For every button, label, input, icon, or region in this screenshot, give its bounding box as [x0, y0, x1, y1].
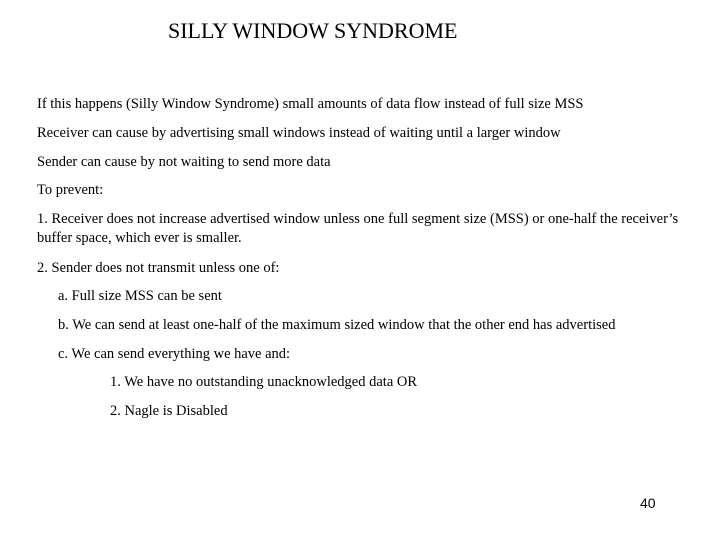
- sender-cause-line: Sender can cause by not waiting to send more data: [37, 154, 331, 170]
- to-prevent-heading: To prevent:: [37, 182, 104, 198]
- rule-2-option-b: b. We can send at least one-half of the maximum sized window that the other end has advertised: [58, 317, 616, 333]
- prevention-rule-1: 1. Receiver does not increase advertised window unless one full segment size (MSS) or one-half the receiver’s buffer space, which ever is smaller.: [37, 211, 679, 246]
- slide-title: SILLY WINDOW SYNDROME: [168, 18, 458, 43]
- rule-2c-condition-1: 1. We have no outstanding unacknowledged data OR: [110, 374, 418, 390]
- rule-2-option-a: a. Full size MSS can be sent: [58, 288, 222, 304]
- prevention-rule-2: 2. Sender does not transmit unless one of:: [37, 260, 280, 276]
- rule-2c-condition-2: 2. Nagle is Disabled: [110, 403, 228, 419]
- rule-2-option-c: c. We can send everything we have and:: [58, 346, 291, 362]
- page-number: 40: [640, 495, 656, 511]
- receiver-cause-line: Receiver can cause by advertising small windows instead of waiting until a larger window: [37, 125, 561, 141]
- intro-line: If this happens (Silly Window Syndrome) small amounts of data flow instead of full size MSS: [37, 96, 584, 112]
